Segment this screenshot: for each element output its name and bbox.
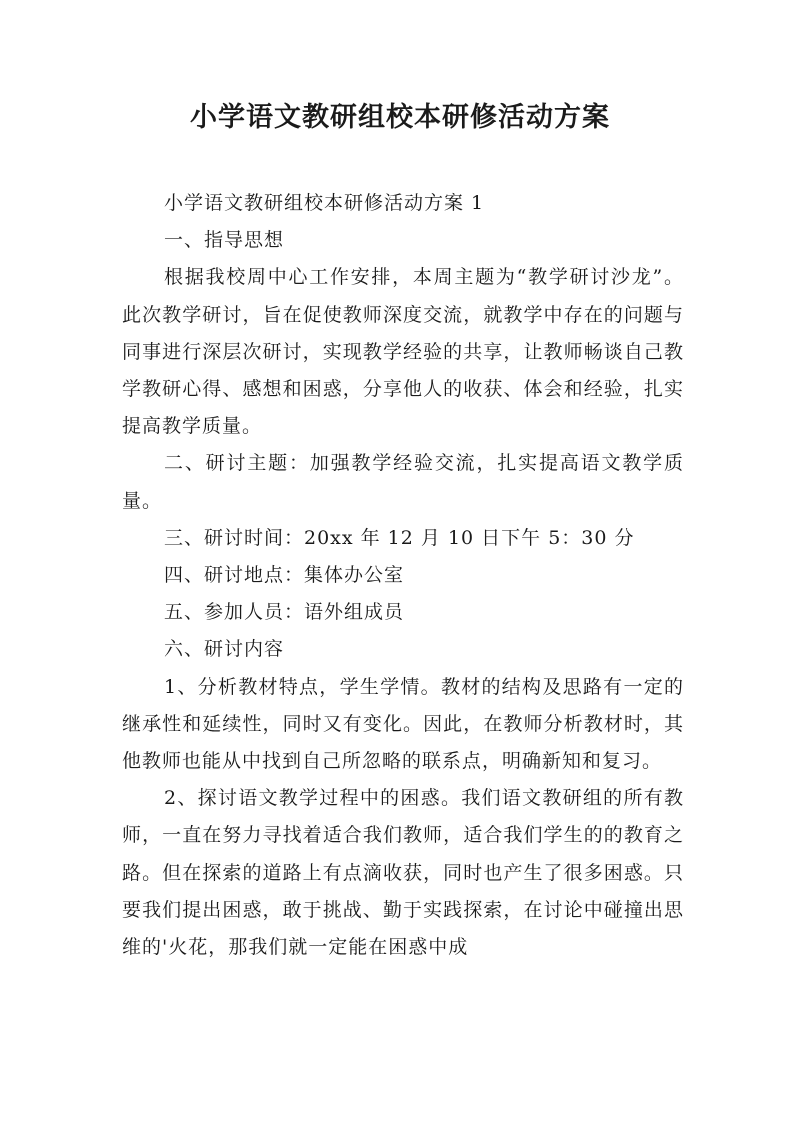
- section-heading-discussion-content: 六、研讨内容: [164, 638, 285, 661]
- content-item-1-paragraph: 1、分析教材特点，学生学情。教材的结构及思路有一定的继承性和延续性，同时又有变化。因此，在教师分析教材时，其他教师也能从中找到自己所忽略的联系点，明确新知和复习。: [122, 675, 684, 773]
- document-body: [122, 185, 684, 966]
- guiding-thought-paragraph: 根据我校周中心工作安排，本周主题为“教学研讨沙龙”。此次教学研讨，旨在促使教师深度交流，就教学中存在的问题与同事进行深层次研讨，实现教学经验的共享，让教师畅谈自己教学教研心得、感想和困惑，分享他人的收获、体会和经验，扎实提高教学质量。: [122, 266, 684, 438]
- section-heading-guiding-thought: 一、指导思想: [164, 229, 285, 252]
- content-item-2-paragraph: 2、探讨语文教学过程中的困惑。我们语文教研组的所有教师，一直在努力寻找着适合我们教师，适合我们学生的的教育之路。但在探索的道路上有点滴收获，同时也产生了很多困惑。只要我们提出困惑，敢于挑战、勤于实践探索，在讨论中碰撞出思维的'火花，那我们就一定能在困惑中成: [122, 787, 684, 959]
- participants-paragraph: 五、参加人员：语外组成员: [164, 601, 405, 624]
- discussion-theme-paragraph: 二、研讨主题：加强教学经验交流，扎实提高语文教学质量。: [122, 452, 684, 512]
- discussion-location-paragraph: 四、研讨地点：集体办公室: [164, 564, 405, 587]
- document-title: 小学语文教研组校本研修活动方案: [190, 102, 610, 133]
- discussion-time-paragraph: 三、研讨时间：20xx 年 12 月 10 日下午 5：30 分: [164, 526, 635, 549]
- subtitle-paragraph: 小学语文教研组校本研修活动方案 1: [164, 192, 485, 214]
